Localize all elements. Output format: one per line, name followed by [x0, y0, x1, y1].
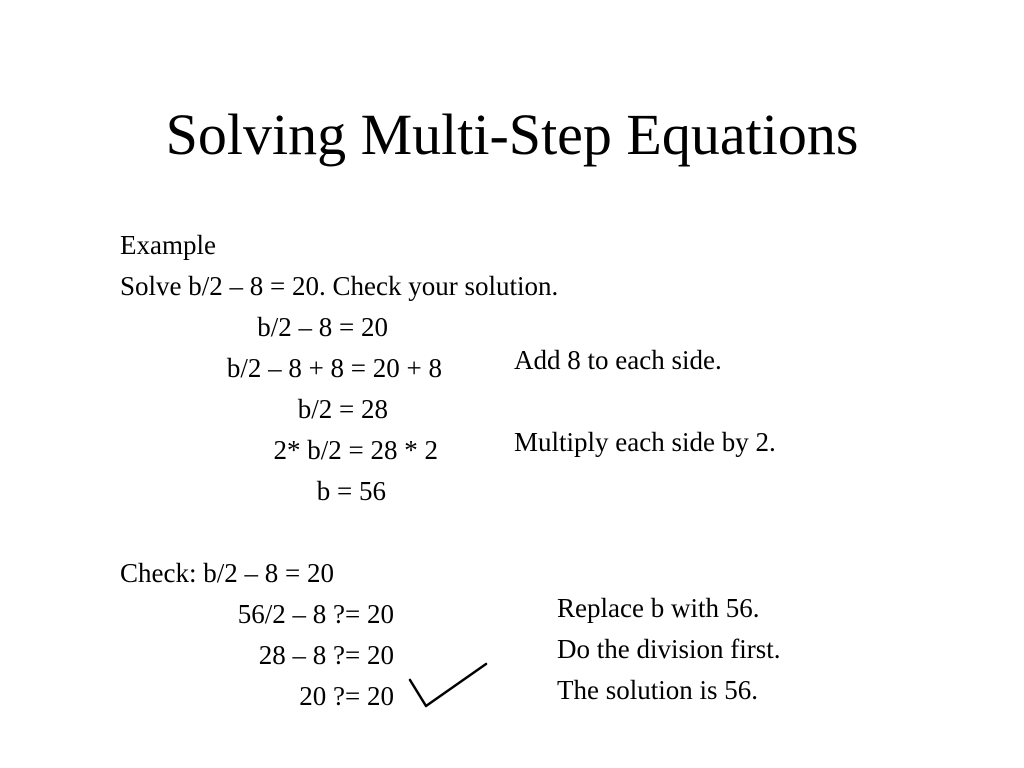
step-line-4: 2* b/2 = 28 * 2 [273, 435, 438, 465]
step-line-2: b/2 – 8 + 8 = 20 + 8 [226, 353, 442, 383]
step-note-multiply: Multiply each side by 2. [514, 427, 776, 457]
step-line-5: b = 56 [316, 476, 386, 506]
step-line-3: b/2 = 28 [297, 394, 388, 424]
problem-statement: Solve b/2 – 8 = 20. Check your solution. [120, 271, 559, 301]
checkmark-icon [408, 660, 490, 710]
check-note-replace: Replace b with 56. [557, 593, 760, 623]
check-line-3: 20 ?= 20 [299, 681, 394, 711]
slide-title: Solving Multi-Step Equations [165, 102, 859, 167]
check-line-1: 56/2 – 8 ?= 20 [237, 599, 394, 629]
example-label: Example [120, 230, 216, 260]
step-line-1: b/2 – 8 = 20 [257, 312, 388, 342]
check-note-division: Do the division first. [557, 634, 781, 664]
check-line-2: 28 – 8 ?= 20 [258, 640, 394, 670]
check-label-line: Check: b/2 – 8 = 20 [120, 558, 334, 588]
check-note-solution: The solution is 56. [557, 675, 758, 705]
step-note-add: Add 8 to each side. [514, 345, 722, 375]
